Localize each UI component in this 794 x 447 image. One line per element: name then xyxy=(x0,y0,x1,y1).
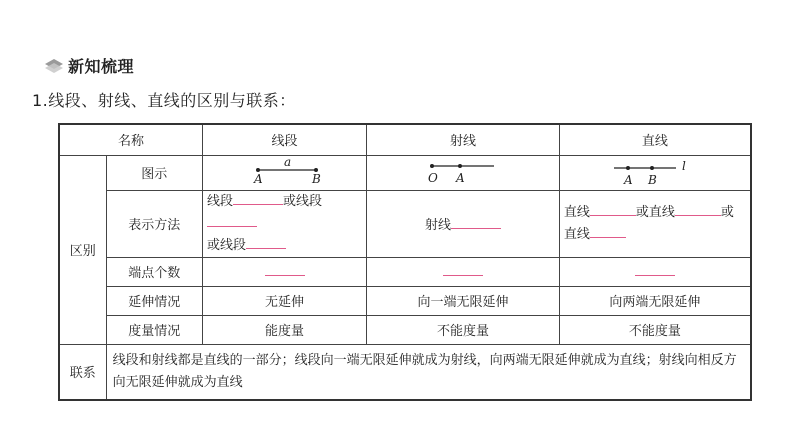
row-label-notation: 表示方法 xyxy=(106,190,202,257)
measure-ray: 不能度量 xyxy=(367,315,560,344)
extension-line: 向两端无限延伸 xyxy=(559,286,751,315)
line-label-A: A xyxy=(623,172,633,186)
group-label-difference: 区别 xyxy=(59,155,106,344)
section-heading xyxy=(44,54,134,77)
blank-9 xyxy=(443,263,483,276)
blank-5 xyxy=(590,203,636,216)
figure-ray xyxy=(367,155,560,190)
extension-segment: 无延伸 xyxy=(202,286,366,315)
measure-segment: 能度量 xyxy=(202,315,366,344)
notation-line: 直线 或直线 或 直线 xyxy=(559,190,751,257)
header-name: 名称 xyxy=(59,124,202,155)
segment-diagram xyxy=(240,156,330,186)
row-relation xyxy=(59,344,751,400)
row-label-figure: 图示 xyxy=(106,155,202,190)
row-label-endpoints: 端点个数 xyxy=(106,257,202,286)
row-measure xyxy=(59,315,751,344)
comparison-table xyxy=(58,123,752,401)
table-header-row xyxy=(59,124,751,155)
ray-label-A: A xyxy=(456,170,465,185)
header-ray: 射线 xyxy=(367,124,560,155)
blank-2 xyxy=(207,214,257,227)
notation-segment: 线段 或线段 或线段 xyxy=(202,190,366,257)
measure-line: 不能度量 xyxy=(559,315,751,344)
line-label-l: l xyxy=(681,158,686,173)
header-segment: 线段 xyxy=(202,124,366,155)
relation-text: 线段和射线都是直线的一部分；线段向一端无限延伸就成为射线，向两端无限延伸就成为直线；射线向相反方向无限延伸就成为直线 xyxy=(106,344,751,400)
figure-line xyxy=(559,155,751,190)
blank-7 xyxy=(590,225,626,238)
row-figure xyxy=(59,155,751,190)
row-label-extension: 延伸情况 xyxy=(106,286,202,315)
endpoints-line xyxy=(559,257,751,286)
row-endpoints xyxy=(59,257,751,286)
section-title: 新知梳理 xyxy=(68,57,135,76)
row-extension xyxy=(59,286,751,315)
blank-6 xyxy=(675,203,721,216)
segment-label-A: A xyxy=(253,171,263,186)
figure-segment xyxy=(202,155,366,190)
segment-label-B: B xyxy=(311,171,321,186)
line-label-B: B xyxy=(647,172,657,186)
extension-ray: 向一端无限延伸 xyxy=(367,286,560,315)
header-line: 直线 xyxy=(559,124,751,155)
blank-4 xyxy=(451,216,501,229)
endpoints-ray xyxy=(367,257,560,286)
relation-label: 联系 xyxy=(59,344,106,400)
line-diagram xyxy=(610,156,700,186)
blank-3 xyxy=(246,236,286,249)
blank-1 xyxy=(233,192,283,205)
blank-10 xyxy=(635,263,675,276)
question-title: 1.线段、射线、直线的区别与联系： xyxy=(32,91,296,110)
endpoints-segment xyxy=(202,257,366,286)
row-notation xyxy=(59,190,751,257)
ray-diagram xyxy=(418,156,508,186)
segment-label-a: a xyxy=(283,155,291,169)
blank-8 xyxy=(265,263,305,276)
layers-icon xyxy=(44,58,64,74)
row-label-measure: 度量情况 xyxy=(106,315,202,344)
ray-label-O: O xyxy=(428,170,438,185)
notation-ray: 射线 xyxy=(367,190,560,257)
